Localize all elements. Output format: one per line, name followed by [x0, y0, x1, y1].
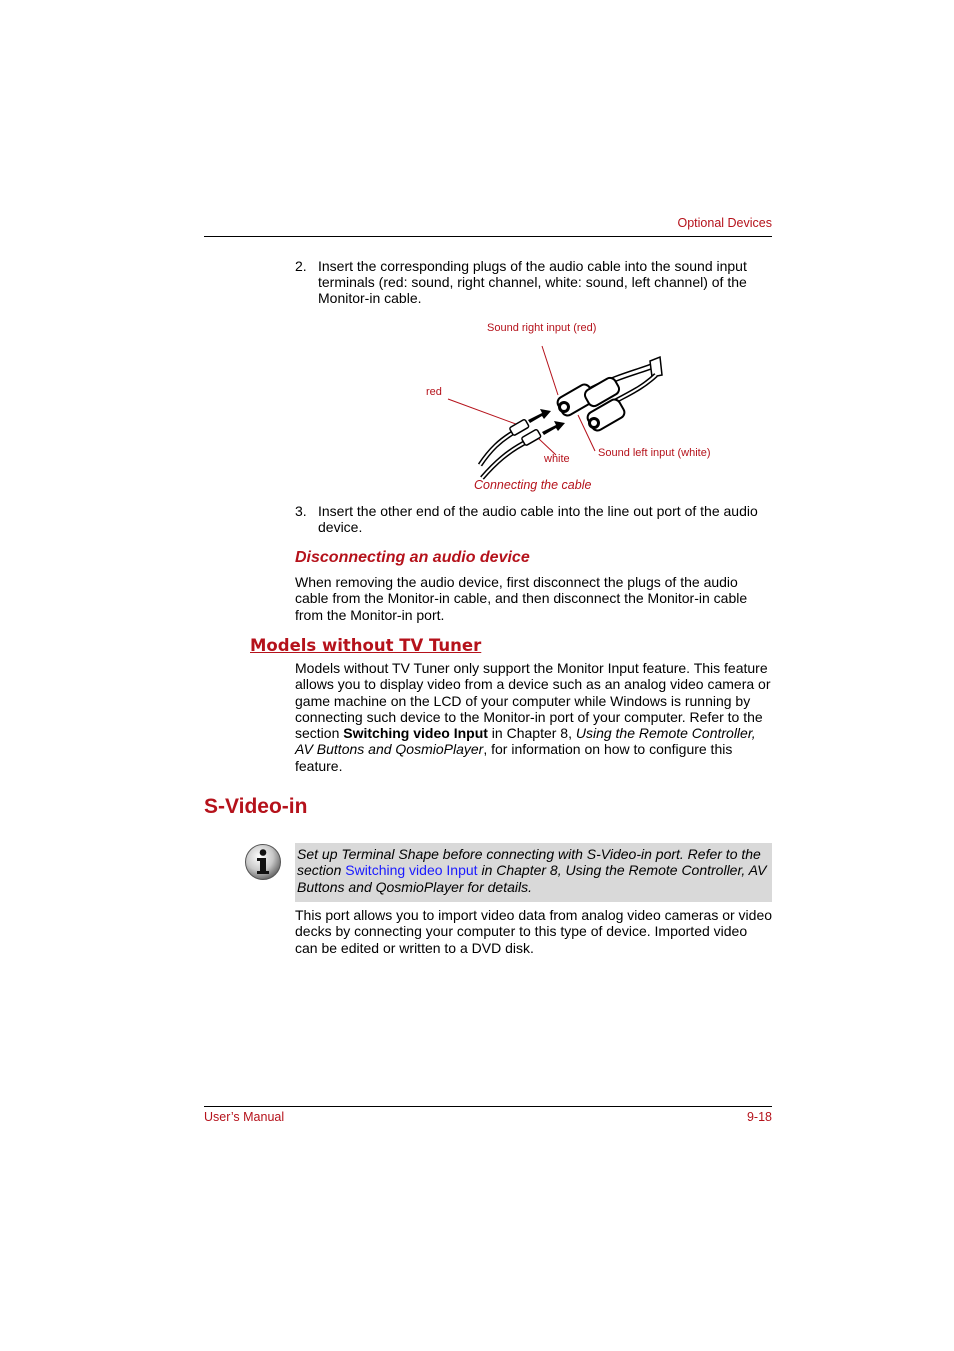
label-sound-right: Sound right input (red): [487, 322, 597, 334]
svideo-heading: S-Video-in: [204, 795, 308, 818]
note-text: [297, 846, 771, 895]
models-heading: Models without TV Tuner: [250, 636, 482, 655]
models-text-part: , for information on how to configure this feature.: [295, 741, 733, 774]
plug-red: [509, 419, 529, 436]
arrow-upper: [528, 409, 551, 423]
step-text: Insert the corresponding plugs of the audio cable into the sound input terminals (red: sound, right channel, white: sound, left channel) of the Monitor-in cable.: [318, 258, 747, 306]
label-sound-left: Sound left input (white): [598, 447, 711, 459]
page-number: 9-18: [746, 1110, 772, 1124]
audio-cable-illustration: [420, 335, 720, 485]
models-text: [295, 660, 773, 774]
note-text-part: Set up Terminal Shape before connecting with S-Video-in port. Refer to the section: [297, 846, 761, 879]
step-text: Insert the other end of the audio cable into the line out port of the audio device.: [318, 503, 758, 535]
step-number: 2.: [295, 258, 307, 274]
svideo-text: This port allows you to import video data from analog video cameras or video decks by connecting your computer to this type of device. Imported video can be edited or written to a DVD disk.: [295, 907, 773, 956]
models-text-part: in Chapter 8,: [487, 725, 576, 742]
note-text-part: in Chapter 8, Using the Remote Controller, AV Buttons and QosmioPlayer for details.: [297, 862, 767, 895]
models-text-part: Models without TV Tuner only support the Monitor Input feature. This feature allows you to display video from a device such as an analog video camera or game machine on the LCD of your computer while Windows is running by connecting such device to the Monitor-in port of your computer. Refer to the section: [295, 660, 771, 742]
label-white: white: [544, 453, 570, 465]
label-red: red: [426, 386, 442, 398]
cable-end: [650, 357, 662, 377]
leader-line-red: [448, 399, 524, 427]
models-italic-ref: Using the Remote Controller, AV Buttons and QosmioPlayer: [295, 725, 756, 758]
models-bold-ref: Switching video Input: [343, 725, 488, 742]
disconnect-heading: Disconnecting an audio device: [295, 549, 530, 566]
plug-cable-white: [482, 441, 528, 478]
step-number: 3.: [295, 503, 307, 519]
footer-manual-title: User’s Manual: [204, 1110, 285, 1124]
info-icon: [244, 843, 282, 881]
header-section-title: Optional Devices: [677, 216, 772, 230]
disconnect-text: When removing the audio device, first disconnect the plugs of the audio cable from the Monitor-in cable, and then disconnect the Monitor-in cable from the Monitor-in port.: [295, 574, 748, 623]
plug-white: [521, 429, 541, 446]
leader-line-white: [538, 438, 556, 455]
arrow-lower: [542, 421, 565, 435]
footer-rule: [204, 1106, 772, 1107]
leader-line-sound-right: [542, 346, 558, 395]
figure-caption: Connecting the cable: [474, 478, 592, 492]
note-link-switching-video-input[interactable]: Switching video Input: [345, 862, 478, 879]
step-3: [295, 503, 773, 535]
header-rule: [204, 236, 772, 237]
step-2: [295, 258, 773, 306]
